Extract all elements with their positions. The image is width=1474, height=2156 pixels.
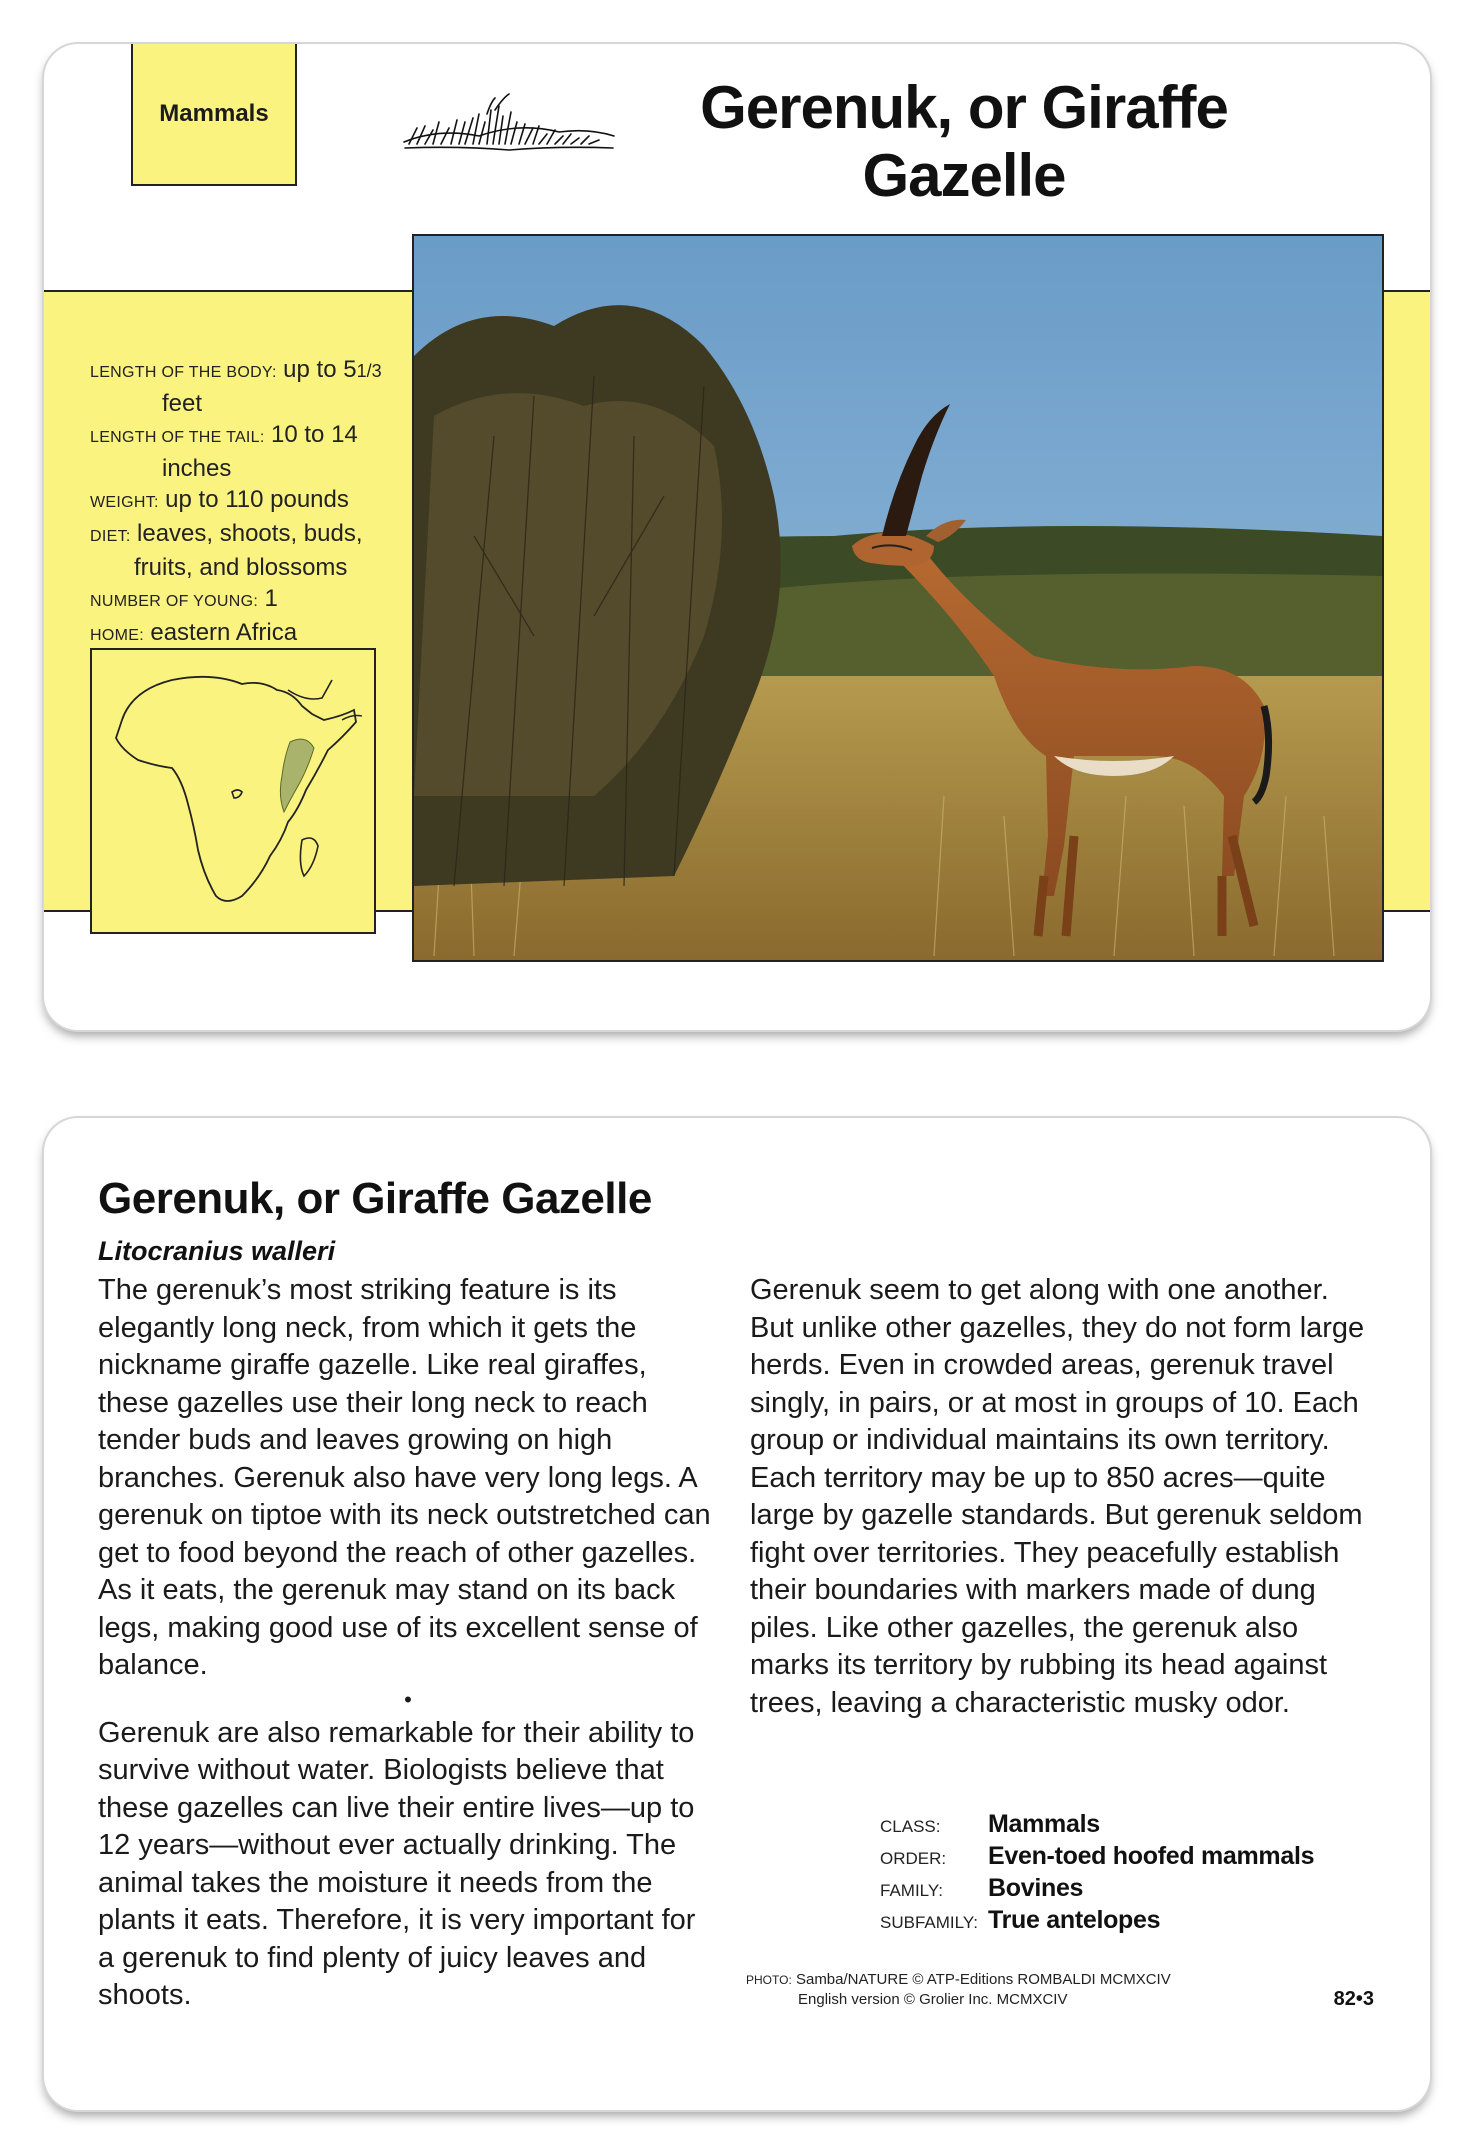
- fact-home: [90, 617, 410, 651]
- fact-label: NUMBER OF YOUNG:: [90, 593, 259, 610]
- back-title: Gerenuk, or Giraffe Gazelle: [98, 1174, 652, 1223]
- fact-value-continued: fruits, and blossoms: [134, 554, 348, 581]
- back-card: [44, 1118, 1430, 2110]
- card-number: 82•3: [1333, 1988, 1374, 2010]
- photo-credit: Samba/NATURE © ATP-Editions ROMBALDI MCMXCIV: [795, 1971, 1171, 1988]
- taxonomy-row: [880, 1810, 1314, 1842]
- taxonomy-row: [880, 1906, 1314, 1938]
- taxonomy-value: Mammals: [988, 1810, 1100, 1838]
- fact-label: HOME:: [90, 627, 144, 644]
- fact-weight: [90, 484, 410, 518]
- facts-panel: [44, 290, 416, 912]
- taxonomy-label: CLASS:: [880, 1817, 941, 1836]
- taxonomy-label: ORDER:: [880, 1849, 947, 1868]
- fact-value-continued: feet: [162, 390, 203, 417]
- taxonomy-row: [880, 1842, 1314, 1874]
- range-map: [90, 648, 376, 934]
- fact-value: leaves, shoots, buds,: [137, 520, 363, 547]
- paragraph: Gerenuk seem to get along with one another. But unlike other gazelles, they do not form large herds. Even in crowded areas, gerenuk travel singly, in pairs, or at most in groups of 10. Each group or individual maintains its own territory. Each territory may be up to 850 acres—quite large by gazelle standards. But gerenuk seldom fight over territories. They peacefully establish their boundaries with markers made of dung piles. Like other gazelles, the gerenuk also marks its territory by rubbing its head against trees, leaving a characteristic musky odor.: [750, 1274, 1365, 1719]
- taxonomy-value: Even-toed hoofed mammals: [988, 1842, 1315, 1870]
- fact-fraction: 1/3: [356, 361, 382, 381]
- taxonomy-table: [880, 1810, 1314, 1938]
- fact-value-continued: inches: [162, 455, 232, 482]
- taxonomy-label: FAMILY:: [880, 1881, 943, 1900]
- taxonomy-row: [880, 1874, 1314, 1906]
- photo-credits: [746, 1970, 1171, 2010]
- fact-value: eastern Africa: [150, 619, 298, 646]
- photo-label: PHOTO:: [746, 1973, 792, 1987]
- paragraph: The gerenuk’s most striking feature is its elegantly long neck, from which it gets the nickname giraffe gazelle. Like real giraffes, these gazelles use their long neck to reach tender buds and leaves growing on high branches. Gerenuk also have very long legs. A gerenuk on tiptoe with its neck outstretched can get to food beyond the reach of other gazelles. As it eats, the gerenuk may stand on its back legs, making good use of its excellent sense of balance.: [98, 1274, 711, 1681]
- fact-label: DIET:: [90, 528, 131, 545]
- class-tab: Mammals: [131, 44, 297, 186]
- fact-label: LENGTH OF THE BODY:: [90, 364, 277, 381]
- paragraph: Gerenuk are also remarkable for their ability to survive without water. Biologists believe that these gazelles can live their entire lives—up to 12 years—without ever actually drinking. The animal takes the moisture it needs from the plants it eats. Therefore, it is very important for a gerenuk to find plenty of juicy leaves and shoots.: [98, 1716, 696, 2011]
- fact-value: 10 to 14: [271, 421, 358, 448]
- taxonomy-value: Bovines: [988, 1874, 1084, 1902]
- yellow-band-right: [1380, 290, 1430, 912]
- english-credit: English version © Grolier Inc. MCMXCIV: [798, 1991, 1068, 2008]
- gerenuk-photo: [412, 234, 1384, 962]
- africa-map-icon: [92, 650, 374, 932]
- text-column-left: [98, 1272, 718, 2015]
- fact-value: up to 5: [283, 356, 357, 383]
- fact-value: 1: [264, 585, 278, 612]
- grass-icon: [399, 92, 619, 162]
- text-column-right: [750, 1272, 1380, 1722]
- front-title: Gerenuk, or Giraffe Gazelle: [700, 74, 1228, 209]
- fact-list: [90, 354, 410, 651]
- fact-label: LENGTH OF THE TAIL:: [90, 429, 265, 446]
- front-card: [44, 44, 1430, 1030]
- fact-young: [90, 583, 410, 617]
- scientific-name: Litocranius walleri: [98, 1236, 336, 1266]
- taxonomy-value: True antelopes: [988, 1906, 1161, 1934]
- fact-tail-length: [90, 419, 410, 484]
- fact-body-length: [90, 354, 410, 419]
- bullet-separator: •: [404, 1686, 412, 1712]
- fact-diet: [90, 518, 410, 583]
- fact-value: up to 110 pounds: [165, 486, 349, 513]
- taxonomy-label: SUBFAMILY:: [880, 1913, 978, 1932]
- fact-label: WEIGHT:: [90, 494, 159, 511]
